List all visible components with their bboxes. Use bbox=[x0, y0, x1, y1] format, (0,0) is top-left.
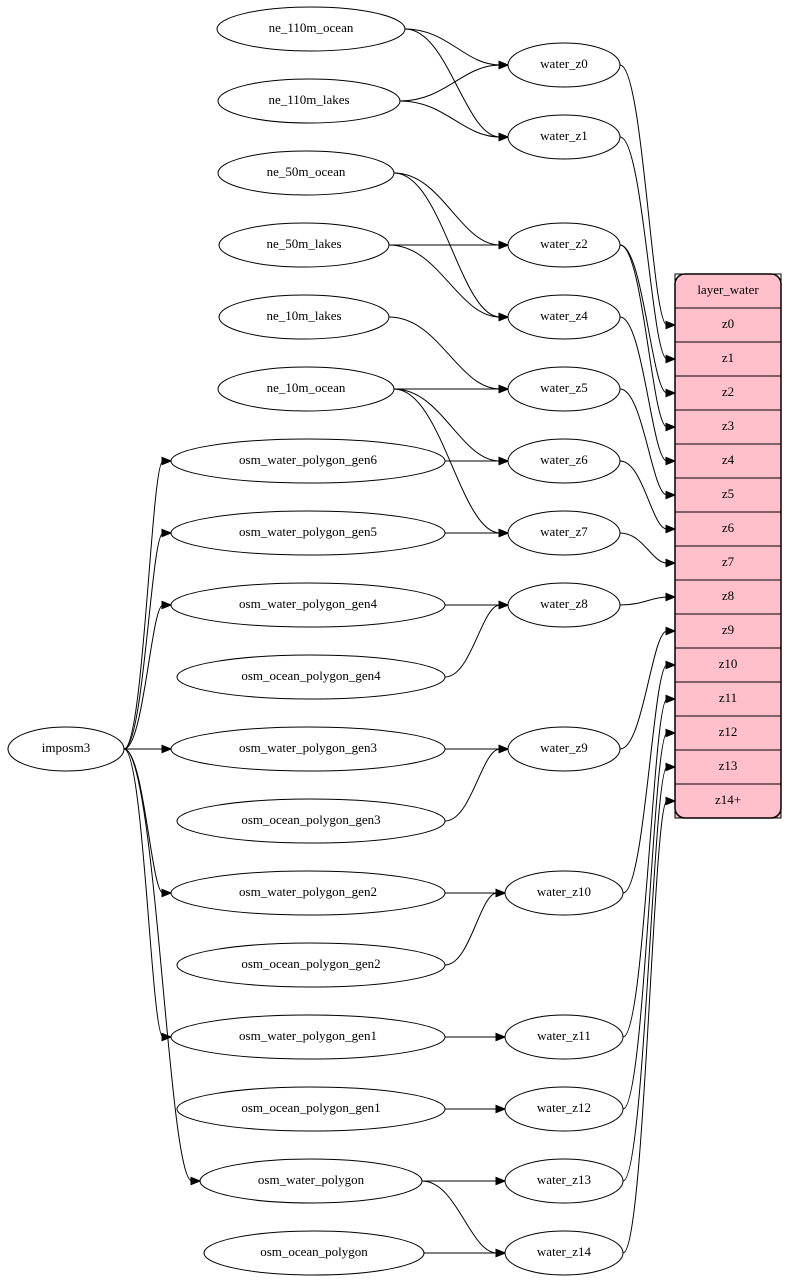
edge-arrowhead bbox=[499, 457, 508, 464]
edge-arrowhead bbox=[499, 385, 508, 392]
edge-arrowhead bbox=[162, 889, 171, 896]
node-ne_50m_lakes[interactable] bbox=[219, 223, 389, 267]
node-label: osm_ocean_polygon_gen1 bbox=[241, 1099, 381, 1115]
edge-arrowhead bbox=[666, 695, 675, 702]
edge-arrowhead bbox=[499, 241, 508, 248]
node-water_z13[interactable] bbox=[505, 1159, 623, 1203]
node-water_z8[interactable] bbox=[508, 583, 620, 627]
node-ne_10m_ocean[interactable] bbox=[218, 367, 394, 411]
edge-arrowhead bbox=[499, 529, 508, 536]
node-label: water_z4 bbox=[540, 307, 588, 323]
node-imposm3[interactable] bbox=[8, 727, 124, 771]
node-label: water_z5 bbox=[540, 379, 588, 395]
node-osm_water_polygon_gen5[interactable] bbox=[171, 511, 445, 555]
edge-arrowhead bbox=[162, 745, 171, 752]
edges-layer bbox=[124, 29, 675, 1257]
node-water_z1[interactable] bbox=[508, 115, 620, 159]
edge-water_z0-to-layer_water-z0 bbox=[620, 65, 667, 325]
edge-ne_10m_lakes-to-water_z5 bbox=[389, 317, 500, 389]
edge-ne_50m_ocean-to-water_z2 bbox=[394, 173, 500, 245]
edge-ne_110m_ocean-to-water_z0 bbox=[405, 29, 500, 65]
edge-water_z7-to-layer_water-z7 bbox=[620, 533, 667, 563]
node-label: ne_50m_lakes bbox=[266, 235, 342, 251]
edge-water_z13-to-layer_water-z13 bbox=[623, 767, 667, 1181]
edge-arrowhead bbox=[666, 457, 675, 464]
node-water_z12[interactable] bbox=[505, 1087, 623, 1131]
node-label: osm_water_polygon_gen1 bbox=[239, 1027, 377, 1043]
node-label: osm_water_polygon_gen5 bbox=[239, 523, 377, 539]
edge-water_z10-to-layer_water-z10 bbox=[623, 665, 667, 893]
node-osm_water_polygon_gen3[interactable] bbox=[171, 727, 445, 771]
node-label: water_z12 bbox=[536, 1099, 592, 1115]
node-label: osm_ocean_polygon_gen4 bbox=[241, 667, 381, 683]
edge-arrowhead bbox=[162, 529, 171, 536]
edge-imposm3-to-osm_water_polygon_gen2 bbox=[124, 749, 163, 893]
edge-arrowhead bbox=[666, 389, 675, 396]
edge-arrowhead bbox=[496, 889, 505, 896]
node-osm_ocean_polygon_gen4[interactable] bbox=[177, 655, 445, 699]
node-label: ne_110m_lakes bbox=[268, 91, 350, 107]
node-label: ne_10m_lakes bbox=[266, 307, 342, 323]
edge-arrowhead bbox=[496, 1105, 505, 1112]
edge-water_z12-to-layer_water-z12 bbox=[623, 733, 667, 1109]
node-water_z4[interactable] bbox=[508, 295, 620, 339]
edge-arrowhead bbox=[666, 525, 675, 532]
edge-arrowhead bbox=[499, 61, 508, 68]
edge-arrowhead bbox=[666, 763, 675, 770]
edge-arrowhead bbox=[666, 423, 675, 430]
node-label: ne_10m_ocean bbox=[266, 379, 346, 395]
edge-imposm3-to-osm_water_polygon_gen1 bbox=[124, 749, 163, 1037]
layer-water-row-label: z7 bbox=[721, 553, 735, 569]
layer-water-row-label: z13 bbox=[718, 757, 738, 773]
edge-arrowhead bbox=[666, 593, 675, 600]
node-label: osm_ocean_polygon_gen3 bbox=[241, 811, 381, 827]
node-ne_10m_lakes[interactable] bbox=[219, 295, 389, 339]
edge-water_z4-to-layer_water-z4 bbox=[620, 317, 667, 461]
edge-imposm3-to-osm_water_polygon_gen6 bbox=[124, 461, 163, 749]
edge-arrowhead bbox=[162, 601, 171, 608]
layer-water-row-label: z3 bbox=[721, 417, 735, 433]
node-label: water_z9 bbox=[540, 739, 588, 755]
nodes-layer bbox=[8, 7, 623, 1275]
node-label: ne_50m_ocean bbox=[266, 163, 346, 179]
node-osm_water_polygon_gen6[interactable] bbox=[171, 439, 445, 483]
node-water_z14[interactable] bbox=[505, 1231, 623, 1275]
layer-water-row-label: z1 bbox=[721, 349, 735, 365]
edge-arrowhead bbox=[496, 1249, 505, 1256]
edge-arrowhead bbox=[666, 355, 675, 362]
edge-arrowhead bbox=[499, 601, 508, 608]
layer-water-row-label: z9 bbox=[721, 621, 735, 637]
edge-osm_water_polygon-to-water_z14 bbox=[422, 1181, 497, 1253]
layer-water-row-label: z8 bbox=[721, 587, 735, 603]
edge-arrowhead bbox=[496, 1177, 505, 1184]
edge-arrowhead bbox=[666, 559, 675, 566]
layer-water-row-label: z11 bbox=[718, 689, 738, 705]
node-water_z5[interactable] bbox=[508, 367, 620, 411]
edge-arrowhead bbox=[499, 133, 508, 140]
edge-ne_110m_lakes-to-water_z0 bbox=[400, 65, 500, 101]
layer-water-row-label: z6 bbox=[721, 519, 735, 535]
node-label: water_z7 bbox=[540, 523, 588, 539]
node-label: water_z2 bbox=[540, 235, 588, 251]
node-label: osm_water_polygon_gen3 bbox=[239, 739, 377, 755]
edge-arrowhead bbox=[162, 457, 171, 464]
node-osm_ocean_polygon[interactable] bbox=[204, 1231, 424, 1275]
node-label: water_z10 bbox=[536, 883, 592, 899]
edge-arrowhead bbox=[499, 313, 508, 320]
node-ne_110m_ocean[interactable] bbox=[217, 7, 405, 51]
node-ne_50m_ocean[interactable] bbox=[218, 151, 394, 195]
edge-water_z11-to-layer_water-z11 bbox=[623, 699, 667, 1037]
edge-arrowhead bbox=[666, 491, 675, 498]
layer-water-row-label: z5 bbox=[721, 485, 735, 501]
node-label: water_z11 bbox=[537, 1027, 591, 1043]
node-label: water_z0 bbox=[540, 55, 588, 71]
edge-arrowhead bbox=[191, 1177, 200, 1184]
node-label: osm_water_polygon_gen2 bbox=[239, 883, 377, 899]
node-label: osm_water_polygon_gen6 bbox=[239, 451, 377, 467]
edge-water_z2-to-layer_water-z3 bbox=[620, 245, 667, 427]
edge-ne_110m_lakes-to-water_z1 bbox=[400, 101, 500, 137]
node-osm_ocean_polygon_gen2[interactable] bbox=[177, 943, 445, 987]
node-osm_water_polygon_gen1[interactable] bbox=[171, 1015, 445, 1059]
node-osm_ocean_polygon_gen3[interactable] bbox=[177, 799, 445, 843]
edge-arrowhead bbox=[162, 1033, 171, 1040]
layer-water-row-label: z12 bbox=[718, 723, 738, 739]
node-label: osm_ocean_polygon bbox=[260, 1243, 368, 1259]
node-label: osm_water_polygon bbox=[257, 1171, 365, 1187]
edge-osm_ocean_polygon_gen4-to-water_z8 bbox=[445, 605, 500, 677]
edge-water_z6-to-layer_water-z6 bbox=[620, 461, 667, 529]
node-osm_ocean_polygon_gen1[interactable] bbox=[177, 1087, 445, 1131]
layer-water-header: layer_water bbox=[697, 281, 759, 297]
edge-arrowhead bbox=[666, 661, 675, 668]
node-water_z10[interactable] bbox=[505, 871, 623, 915]
edge-osm_ocean_polygon_gen3-to-water_z9 bbox=[445, 749, 500, 821]
node-water_z0[interactable] bbox=[508, 43, 620, 87]
edge-water_z8-to-layer_water-z8 bbox=[620, 597, 667, 605]
edge-arrowhead bbox=[666, 729, 675, 736]
layer-water-row-label: z10 bbox=[718, 655, 738, 671]
edge-arrowhead bbox=[666, 627, 675, 634]
node-water_z11[interactable] bbox=[505, 1015, 623, 1059]
node-label: water_z1 bbox=[540, 127, 588, 143]
node-label: water_z8 bbox=[540, 595, 588, 611]
node-ne_110m_lakes[interactable] bbox=[218, 79, 400, 123]
node-osm_water_polygon_gen2[interactable] bbox=[171, 871, 445, 915]
edge-arrowhead bbox=[666, 321, 675, 328]
node-label: ne_110m_ocean bbox=[268, 19, 354, 35]
edge-imposm3-to-osm_water_polygon_gen4 bbox=[124, 605, 163, 749]
node-osm_water_polygon_gen4[interactable] bbox=[171, 583, 445, 627]
layer-water-row-label: z4 bbox=[721, 451, 735, 467]
node-water_z2[interactable] bbox=[508, 223, 620, 267]
edge-arrowhead bbox=[499, 745, 508, 752]
node-label: water_z14 bbox=[536, 1243, 592, 1259]
layer-water-row-label: z2 bbox=[721, 383, 735, 399]
edge-arrowhead bbox=[666, 797, 675, 804]
node-water_z6[interactable] bbox=[508, 439, 620, 483]
node-label: osm_ocean_polygon_gen2 bbox=[241, 955, 381, 971]
edge-ne_50m_lakes-to-water_z4 bbox=[389, 245, 500, 317]
node-osm_water_polygon[interactable] bbox=[200, 1159, 422, 1203]
node-water_z7[interactable] bbox=[508, 511, 620, 555]
edge-osm_ocean_polygon_gen2-to-water_z10 bbox=[445, 893, 497, 965]
layer-water-row-label: z14+ bbox=[714, 791, 742, 807]
node-label: water_z6 bbox=[540, 451, 588, 467]
edge-water_z5-to-layer_water-z5 bbox=[620, 389, 667, 495]
node-label: imposm3 bbox=[41, 739, 91, 755]
node-water_z9[interactable] bbox=[508, 727, 620, 771]
layer-water-table bbox=[675, 274, 781, 818]
node-label: water_z13 bbox=[536, 1171, 592, 1187]
layer-water-row-label: z0 bbox=[721, 315, 735, 331]
edge-arrowhead bbox=[496, 1033, 505, 1040]
node-label: osm_water_polygon_gen4 bbox=[239, 595, 377, 611]
